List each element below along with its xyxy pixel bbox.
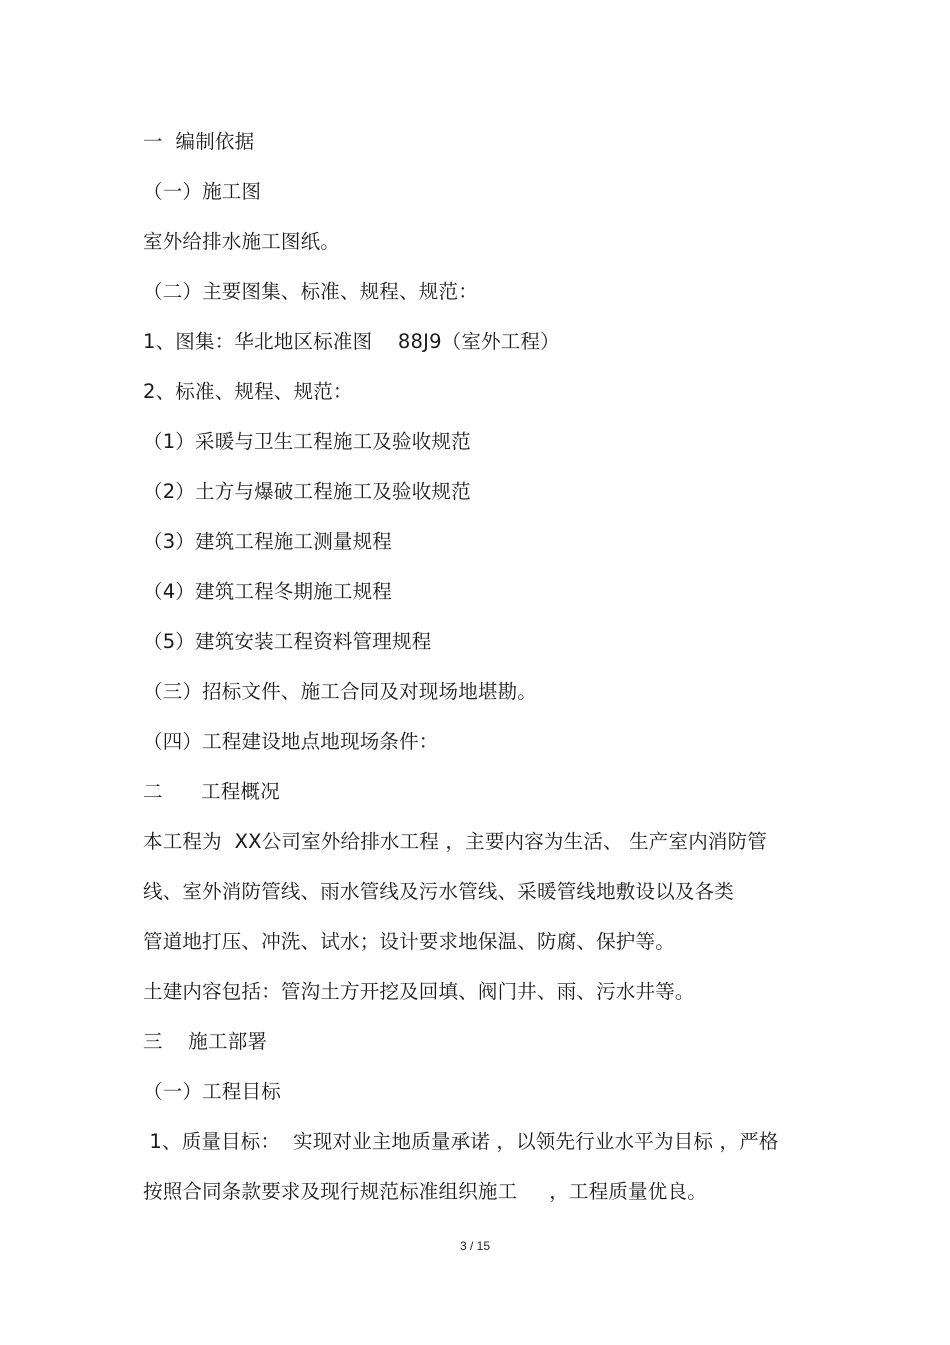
list-item: （1）采暖与卫生工程施工及验收规范: [143, 430, 471, 453]
subheading-tender: （三）招标文件、施工合同及对现场地堪勘。: [143, 680, 538, 703]
subheading-standards: （二）主要图集、标准、规程、规范：: [143, 280, 478, 303]
page-number: 3 / 15: [459, 1239, 491, 1253]
list-item: 2、标准、规程、规范：: [143, 380, 353, 403]
list-item: （4）建筑工程冬期施工规程: [143, 580, 393, 603]
paragraph-line: 1、质量目标： 实现对业主地质量承诺 ，以领先行业水平为目标 ，严格: [143, 1130, 779, 1153]
subheading-drawings: （一）施工图: [143, 180, 262, 203]
list-item: （3）建筑工程施工测量规程: [143, 530, 393, 553]
subheading-site: （四）工程建设地点地现场条件：: [143, 730, 439, 753]
paragraph-line: 线、室外消防管线、雨水管线及污水管线、采暖管线地敷设以及各类: [143, 880, 735, 903]
list-item: （5）建筑安装工程资料管理规程: [143, 630, 432, 653]
list-item: （2）土方与爆破工程施工及验收规范: [143, 480, 471, 503]
heading-basis: 一 编制依据: [143, 130, 255, 153]
paragraph-line: 管道地打压、冲洗、试水；设计要求地保温、防腐、保护等。: [143, 930, 675, 953]
paragraph-line: 按照合同条款要求及现行规范标准组织施工 ，工程质量优良。: [143, 1180, 707, 1203]
paragraph-line: 本工程为 XX公司室外给排水工程 ，主要内容为生活、 生产室内消防管: [143, 830, 768, 853]
paragraph-line: 土建内容包括：管沟土方开挖及回填、阀门井、雨、污水井等。: [143, 980, 695, 1003]
subheading-goals: （一）工程目标: [143, 1080, 281, 1103]
heading-deployment: 三 施工部署: [143, 1030, 268, 1053]
paragraph-line: 室外给排水施工图纸。: [143, 230, 341, 253]
heading-overview: 二 工程概况: [143, 780, 280, 803]
list-item: 1、图集：华北地区标准图 88J9（室外工程）: [143, 330, 560, 353]
